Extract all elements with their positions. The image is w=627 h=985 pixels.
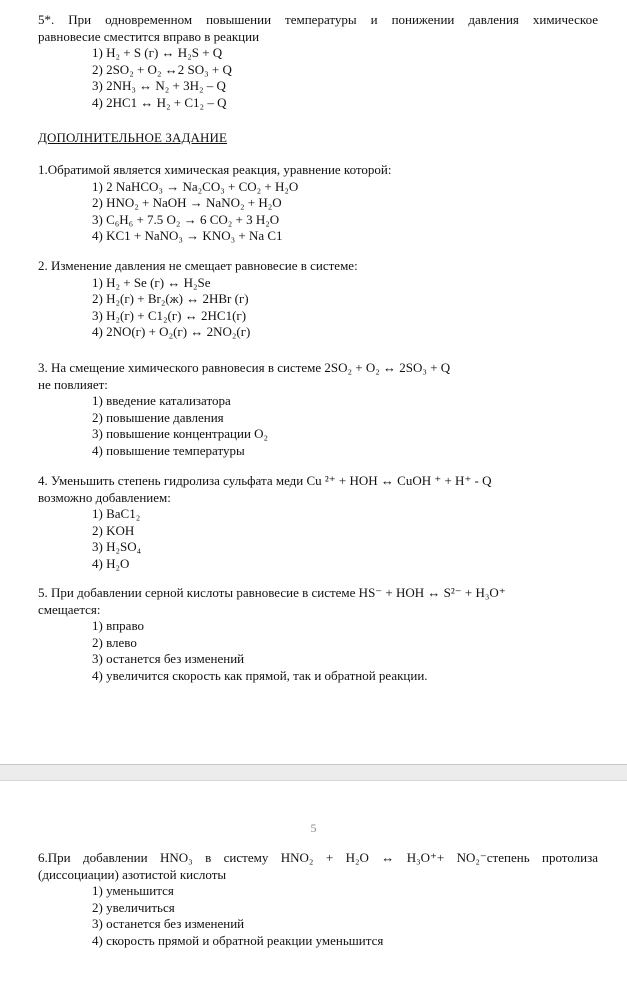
question-text: 4. Уменьшить степень гидролиза сульфата меди Cu ²⁺ + HOH ↔ CuOH ⁺ + H⁺ - Q [38,473,492,488]
options-list [92,506,598,572]
question-text: 5*. При одновременном повышении температуры и понижении давления химическое [38,12,598,27]
question-1 [38,162,598,245]
option: 2) повышение давления [92,409,224,425]
option: 4) KC1 + NaNO₃ → KNO₃ + Na C1 [92,228,283,243]
option: 4) 2HC1 ↔ H₂ + C1₂ – Q [92,94,227,110]
option: 3) повышение концентрации O₂ [92,426,269,441]
option: 2) H₂(г) + Br₂(ж) ↔ 2HBr (г) [92,291,249,306]
question-2 [38,258,598,341]
question-4 [38,473,598,572]
option: 4) скорость прямой и обратной реакции уменьшится [92,932,384,948]
question-text: не повлияет: [38,376,108,392]
question-text: равновесие сместится вправо в реакции [38,28,260,44]
page-separator [0,764,627,781]
option: 3) C₆H₆ + 7.5 O₂ → 6 CO₂ + 3 H₂O [92,211,280,227]
options-list [92,179,598,245]
option: 1) 2 NaHCO₃ → Na₂CO₃ + CO₂ + H₂O [92,178,299,194]
option: 2) влево [92,634,137,650]
option: 1) H₂ + Se (г) ↔ H₂Se [92,274,211,290]
question-6 [38,850,598,949]
question-5-star [38,12,598,111]
page-number: 5 [310,821,317,835]
options-list [92,45,598,111]
option: 2) увеличиться [92,899,175,915]
option: 2) KOH [92,522,135,538]
option: 2) HNO₂ + NaOH → NaNO₂ + H₂O [92,195,282,210]
question-text: 3. На смещение химического равновесия в системе 2SO₂ + O₂ ↔ 2SO₃ + Q [38,360,451,375]
option: 2) 2SO₂ + O₂ ↔2 SO₃ + Q [92,61,232,77]
question-text: возможно добавлением: [38,489,171,505]
question-text: смещается: [38,601,101,617]
option: 1) H₂ + S (г) ↔ H₂S + Q [92,45,223,60]
question-5 [38,585,598,684]
question-text: 5. При добавлении серной кислоты равновесие в системе HS⁻ + HOH ↔ S²⁻ + H₃O⁺ [38,585,506,600]
option: 4) увеличится скорость как прямой, так и обратной реакции. [92,667,428,683]
question-text: 1.Обратимой является химическая реакция, уравнение которой: [38,162,392,177]
options-list [92,883,598,949]
options-list [92,618,598,684]
option: 1) введение катализатора [92,393,231,408]
option: 3) H₂(г) + C1₂(г) ↔ 2HC1(г) [92,307,247,323]
question-text: 2. Изменение давления не смещает равновесие в системе: [38,258,358,273]
option: 3) 2NH₃ ↔ N₂ + 3H₂ – Q [92,78,226,93]
option: 1) BaC1₂ [92,506,141,521]
option: 4) H₂O [92,555,130,571]
option: 3) H₂SO₄ [92,539,142,554]
option: 1) уменьшится [92,883,174,898]
options-list [92,275,598,341]
option: 3) останется без изменений [92,916,245,931]
option: 4) повышение температуры [92,442,245,458]
question-3 [38,360,598,459]
question-text: 6.При добавлении HNO₃ в систему HNO₂ + H₂O ↔ H₃O⁺+ NO₂⁻степень протолиза [38,850,598,865]
option: 1) вправо [92,618,144,633]
option: 4) 2NO(г) + O₂(г) ↔ 2NO₂(г) [92,324,251,339]
extra-task-heading: ДОПОЛНИТЕЛЬНОЕ ЗАДАНИЕ [38,130,228,145]
option: 3) останется без изменений [92,651,245,666]
options-list [92,393,598,459]
question-text: (диссоциации) азотистой кислоты [38,866,227,882]
